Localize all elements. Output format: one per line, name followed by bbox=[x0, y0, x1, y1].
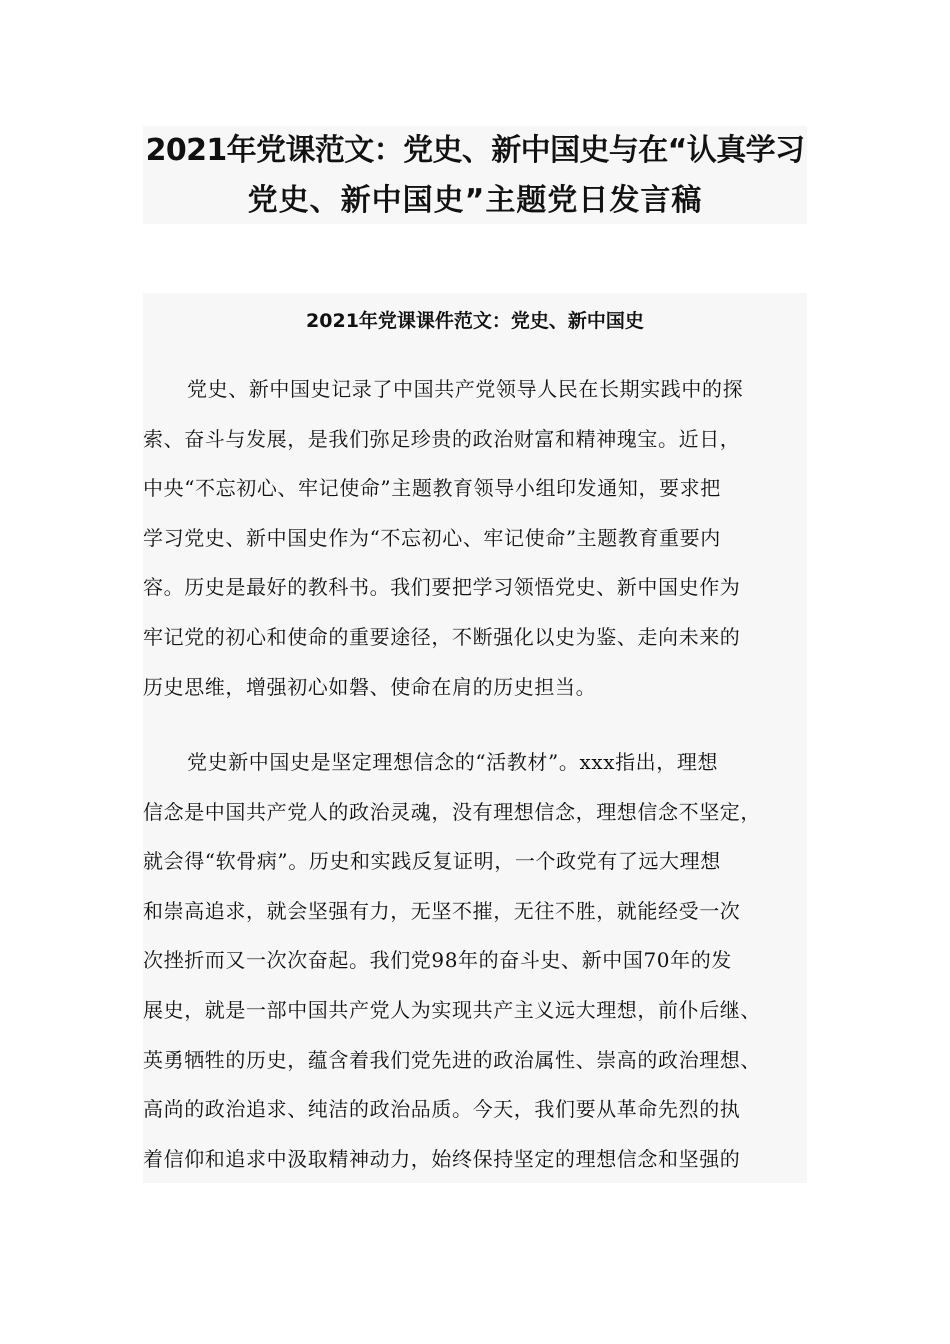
paragraph-line: 信念是中国共产党人的政治灵魂，没有理想信念，理想信念不坚定， bbox=[143, 799, 761, 824]
paragraph-line: 次挫折而又一次次奋起。我们党98年的奋斗史、新中国70年的发 bbox=[143, 948, 732, 973]
paragraph-line: 就会得“软骨病”。历史和实践反复证明，一个政党有了远大理想 bbox=[143, 849, 721, 874]
paragraph-2 bbox=[143, 738, 807, 1184]
document-title bbox=[143, 126, 807, 224]
paragraph-line: 历史思维，增强初心如磐、使命在肩的历史担当。 bbox=[143, 674, 597, 699]
paragraph-line: 党史、新中国史记录了中国共产党领导人民在长期实践中的探 bbox=[187, 377, 744, 401]
paragraph-1 bbox=[143, 365, 807, 712]
paragraph-line: 容。历史是最好的教科书。我们要把学习领悟党史、新中国史作为 bbox=[143, 575, 741, 600]
paragraph-line: 英勇牺牲的历史，蕴含着我们党先进的政治属性、崇高的政治理想、 bbox=[143, 1047, 761, 1072]
paragraph-line: 中央“不忘初心、牢记使命”主题教育领导小组印发通知，要求把 bbox=[143, 476, 721, 501]
paragraph-line: 党史新中国史是坚定理想信念的“活教材”。xxx指出，理想 bbox=[187, 750, 719, 774]
paragraph-line: 和崇高追求，就会坚强有力，无坚不摧，无往不胜，就能经受一次 bbox=[143, 898, 741, 923]
title-line-1: 2021年党课范文：党史、新中国史与在“认真学习 bbox=[145, 133, 805, 168]
paragraph-line: 高尚的政治追求、纯洁的政治品质。今天，我们要从革命先烈的执 bbox=[143, 1097, 741, 1122]
section-subtitle: 2021年党课课件范文：党史、新中国史 bbox=[306, 310, 644, 332]
paragraph-line: 展史，就是一部中国共产党人为实现共产主义远大理想，前仆后继、 bbox=[143, 997, 761, 1022]
paragraph-line: 着信仰和追求中汲取精神动力，始终保持坚定的理想信念和坚强的 bbox=[143, 1146, 741, 1171]
paragraph-line: 学习党史、新中国史作为“不忘初心、牢记使命”主题教育重要内 bbox=[143, 525, 721, 550]
title-line-2: 党史、新中国史”主题党日发言稿 bbox=[247, 183, 703, 218]
paragraph-line: 索、奋斗与发展，是我们弥足珍贵的政治财富和精神瑰宝。近日， bbox=[143, 426, 741, 451]
document-body bbox=[143, 293, 807, 1183]
paragraph-line: 牢记党的初心和使命的重要途径，不断强化以史为鉴、走向未来的 bbox=[143, 624, 741, 649]
